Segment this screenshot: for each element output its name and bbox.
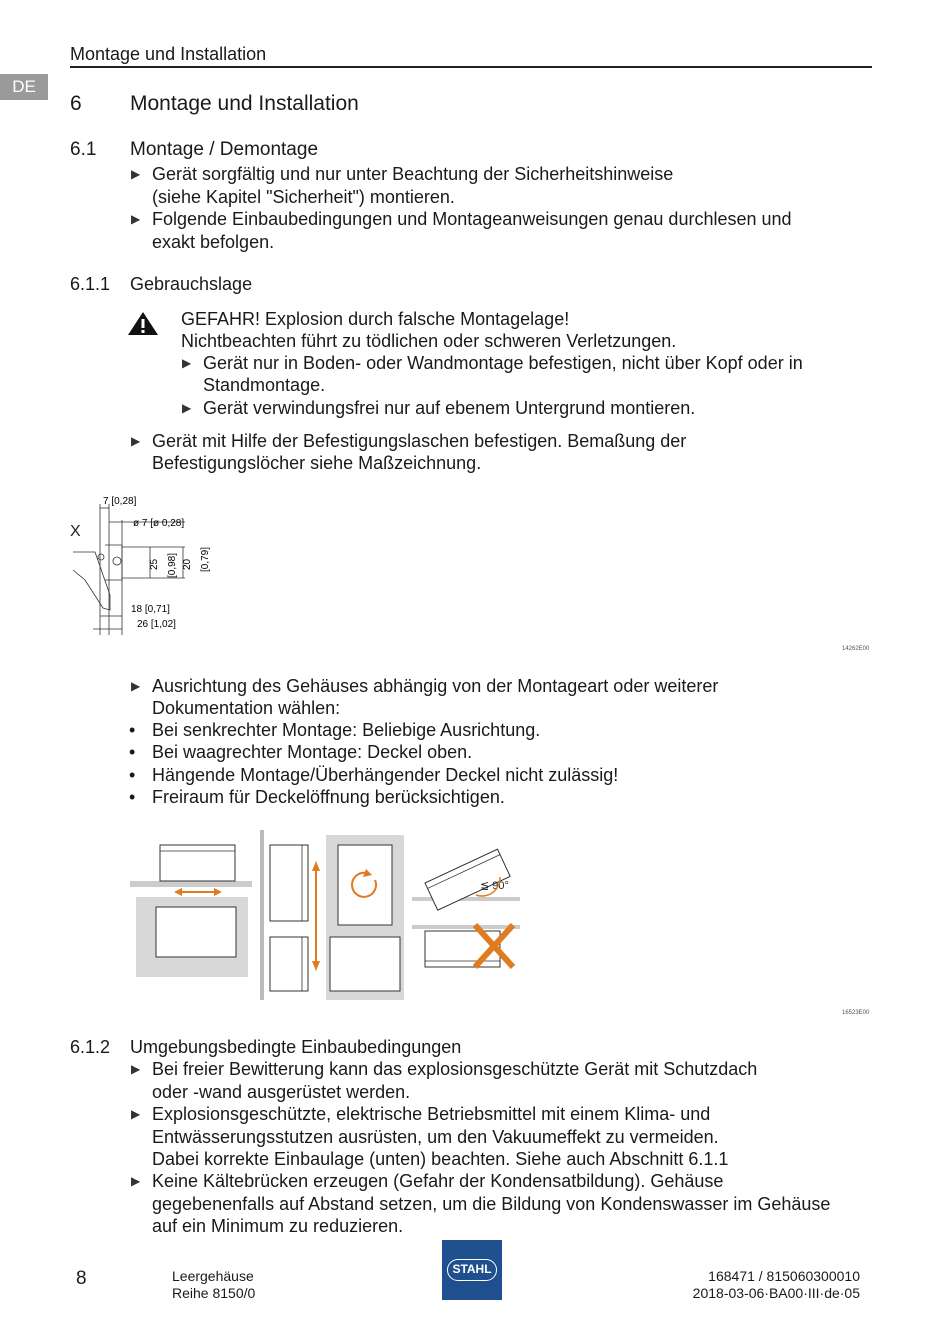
dim-label: ø 7 [ø 0,28] bbox=[133, 518, 185, 529]
company-logo bbox=[442, 1240, 502, 1300]
text-line: Dokumentation wählen: bbox=[152, 698, 341, 718]
dim-label: 26 [1,02] bbox=[137, 619, 176, 630]
text-line: auf ein Minimum zu reduzieren. bbox=[152, 1216, 404, 1236]
dim-label: [0,79] bbox=[200, 546, 211, 572]
bullet-icon: • bbox=[129, 720, 136, 740]
bullet-icon: • bbox=[129, 742, 136, 762]
bullet-item: Hängende Montage/Überhängender Deckel nicht zulässig! bbox=[152, 765, 619, 785]
subsection-number: 6.1.1 bbox=[70, 274, 111, 294]
doc-date-code: 2018-03-06·BA00·III·de·05 bbox=[692, 1285, 860, 1301]
dim-label: 18 [0,71] bbox=[131, 604, 170, 615]
bullet-icon: • bbox=[129, 787, 136, 807]
section-number: 6.1 bbox=[70, 139, 97, 160]
doc-reference: 168471 / 815060300010 bbox=[708, 1268, 860, 1284]
dimension-drawing bbox=[65, 490, 225, 645]
running-header: Montage und Installation bbox=[70, 44, 267, 64]
section-title: Montage / Demontage bbox=[130, 139, 319, 160]
arrow-icon: ▶ bbox=[182, 401, 192, 415]
text-line: gegebenenfalls auf Abstand setzen, um die Bildung von Kondenswasser im Gehäuse bbox=[152, 1194, 831, 1214]
language-tab: DE bbox=[0, 74, 48, 100]
bullet-item: Freiraum für Deckelöffnung berücksichtigen. bbox=[152, 787, 505, 807]
text-line: Standmontage. bbox=[203, 375, 326, 395]
danger-text: Nichtbeachten führt zu tödlichen oder schweren Verletzungen. bbox=[181, 331, 677, 351]
page-number: 8 bbox=[76, 1268, 87, 1289]
text-line: exakt befolgen. bbox=[152, 232, 275, 252]
arrow-icon: ▶ bbox=[131, 212, 141, 226]
figure-code: 14262E00 bbox=[842, 646, 870, 652]
orientation-figure bbox=[130, 825, 530, 1005]
text-line: Explosionsgeschützte, elektrische Betriebsmittel mit einem Klima- und bbox=[152, 1104, 711, 1124]
arrow-icon: ▶ bbox=[131, 679, 141, 693]
chapter-title: Montage und Installation bbox=[130, 92, 359, 115]
text-line: Gerät nur in Boden- oder Wandmontage befestigen, nicht über Kopf oder in bbox=[203, 353, 803, 373]
text-line: Keine Kältebrücken erzeugen (Gefahr der Kondensatbildung). Gehäuse bbox=[152, 1171, 724, 1191]
product-name: Leergehäuse bbox=[172, 1268, 254, 1284]
header-rule bbox=[70, 66, 872, 68]
dim-label: 20 bbox=[182, 558, 193, 570]
subsection-number: 6.1.2 bbox=[70, 1037, 111, 1057]
text-line: Entwässerungsstutzen ausrüsten, um den Vakuumeffekt zu vermeiden. bbox=[152, 1127, 719, 1147]
arrow-icon: ▶ bbox=[182, 356, 192, 370]
text-line: oder -wand ausgerüstet werden. bbox=[152, 1082, 411, 1102]
angle-label: ≦ 90° bbox=[480, 880, 509, 892]
bullet-icon: • bbox=[129, 765, 136, 785]
danger-title: GEFAHR! Explosion durch falsche Montagelage! bbox=[181, 309, 570, 329]
bullet-item: Bei senkrechter Montage: Beliebige Ausrichtung. bbox=[152, 720, 541, 740]
text-line: Gerät mit Hilfe der Befestigungslaschen befestigen. Bemaßung der bbox=[152, 431, 687, 451]
dim-label: 25 bbox=[149, 558, 160, 570]
text-line: (siehe Kapitel "Sicherheit") montieren. bbox=[152, 187, 455, 207]
arrow-icon: ▶ bbox=[131, 1062, 141, 1076]
text-line: Dabei korrekte Einbaulage (unten) beachten. Siehe auch Abschnitt 6.1.1 bbox=[152, 1149, 729, 1169]
logo-text: STAHL bbox=[447, 1259, 497, 1281]
bullet-item: Bei waagrechter Montage: Deckel oben. bbox=[152, 742, 473, 762]
text-line: Gerät sorgfältig und nur unter Beachtung der Sicherheitshinweise bbox=[152, 164, 674, 184]
subsection-title: Gebrauchslage bbox=[130, 274, 253, 294]
text-line: Befestigungslöcher siehe Maßzeichnung. bbox=[152, 453, 482, 473]
product-series: Reihe 8150/0 bbox=[172, 1285, 256, 1301]
text-line: Bei freier Bewitterung kann das explosionsgeschützte Gerät mit Schutzdach bbox=[152, 1059, 758, 1079]
warning-icon bbox=[127, 310, 159, 336]
detail-label: X bbox=[70, 523, 81, 540]
text-line: Folgende Einbaubedingungen und Montageanweisungen genau durchlesen und bbox=[152, 209, 792, 229]
dim-label: [0,98] bbox=[167, 552, 178, 578]
figure-code: 16523E00 bbox=[842, 1010, 870, 1016]
dim-label: 7 [0,28] bbox=[103, 496, 137, 507]
chapter-number: 6 bbox=[70, 92, 82, 115]
text-line: Gerät verwindungsfrei nur auf ebenem Untergrund montieren. bbox=[203, 398, 696, 418]
arrow-icon: ▶ bbox=[131, 434, 141, 448]
text-line: Ausrichtung des Gehäuses abhängig von der Montageart oder weiterer bbox=[152, 676, 719, 696]
arrow-icon: ▶ bbox=[131, 167, 141, 181]
arrow-icon: ▶ bbox=[131, 1174, 141, 1188]
subsection-title: Umgebungsbedingte Einbaubedingungen bbox=[130, 1037, 462, 1057]
arrow-icon: ▶ bbox=[131, 1107, 141, 1121]
